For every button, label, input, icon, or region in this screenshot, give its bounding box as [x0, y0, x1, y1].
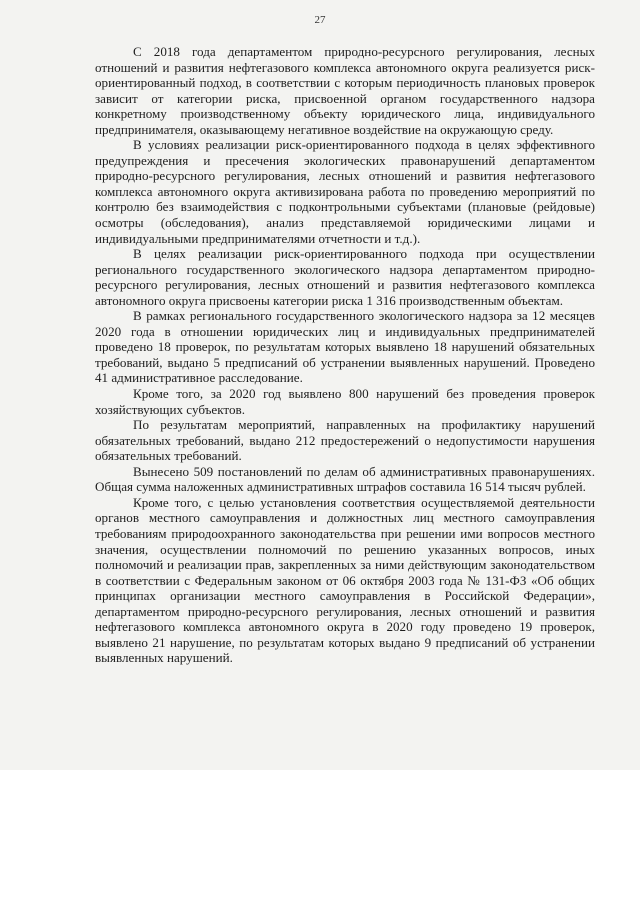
paragraph: Кроме того, за 2020 год выявлено 800 нарушений без проведения проверок хозяйствующих субъектов. [95, 386, 595, 417]
paragraph: Кроме того, с целью установления соответствия осуществляемой деятельности органов местного самоуправления и должностных лиц местного самоуправления требованиям природоохранного законодательства при решении ими вопросов местного значения, осуществлении полномочий по решению указанных вопросов, иных полномочий и реализации прав, закрепленных за ними действующим законодательством в соответствии с Федеральным законом от 06 октября 2003 года № 131-ФЗ «Об общих принципах организации местного самоуправления в Российской Федерации», департаментом природно-ресурсного регулирования, лесных отношений и развития нефтегазового комплекса автономного округа в 2020 году проведено 19 проверок, выявлено 21 нарушение, по результатам которых выдано 9 предписаний об устранении выявленных нарушений. [95, 494, 595, 666]
paragraph: По результатам мероприятий, направленных на профилактику нарушений обязательных требований, выдано 212 предостережений о недопустимости нарушения обязательных требований. [95, 417, 595, 464]
paragraph: С 2018 года департаментом природно-ресурсного регулирования, лесных отношений и развития нефтегазового комплекса автономного округа реализуется риск-ориентированный подход, в соответствии с которым периодичность плановых проверок зависит от категории риска, присвоенной органом государственного надзора конкретному производственному объекту юридического лица, индивидуального предпринимателя, оказывающему негативное воздействие на окружающую среду. [95, 44, 595, 137]
page-number: 27 [314, 14, 326, 26]
paragraph: В целях реализации риск-ориентированного подхода при осуществлении регионального государственного экологического надзора департаментом природно-ресурсного регулирования, лесных отношений и развития нефтегазового комплекса автономного округа присвоены категории риска 1 316 производственным объектам. [95, 246, 595, 308]
paragraph: В рамках регионального государственного экологического надзора за 12 месяцев 2020 года в отношении юридических лиц и индивидуальных предпринимателей проведено 18 проверок, по результатам которых выявлено 18 нарушений обязательных требований, выдано 5 предписаний об устранении выявленных нарушений. Проведено 41 административное расследование. [95, 308, 595, 386]
paragraph: В условиях реализации риск-ориентированного подхода в целях эффективного предупреждения и пресечения экологических правонарушений департаментом природно-ресурсного регулирования, лесных отношений и развития нефтегазового комплекса автономного округа активизирована работа по проведению мероприятий по контролю без взаимодействия с подконтрольными субъектами (плановые (рейдовые) осмотры (обследования), анализ представляемой юридическими лицами и индивидуальными предпринимателями отчетности и т.д.). [95, 137, 595, 246]
document-body [95, 44, 595, 666]
paragraph: Вынесено 509 постановлений по делам об административных правонарушениях. Общая сумма наложенных административных штрафов составила 16 514 тысяч рублей. [95, 463, 595, 495]
